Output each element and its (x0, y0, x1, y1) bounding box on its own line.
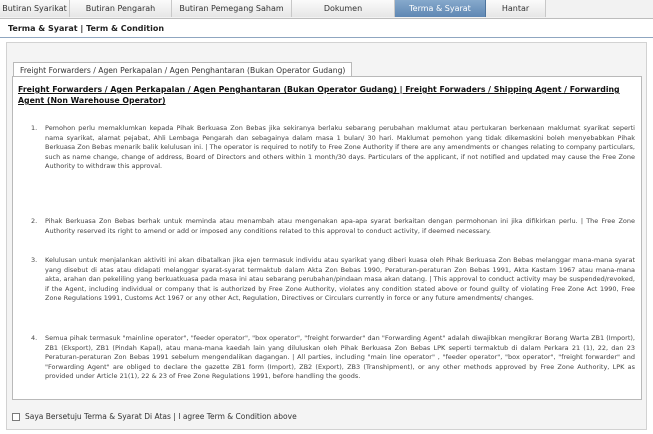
top-navigation (0, 0, 653, 19)
title-divider (0, 37, 653, 38)
term-number: 2. (31, 217, 38, 225)
tab-terma-syarat[interactable]: Terma & Syarat (395, 0, 486, 17)
term-item (31, 217, 635, 236)
tab-butiran-pemegang-saham[interactable]: Butiran Pemegang Saham (172, 0, 292, 17)
subtab-freight-forwarders[interactable]: Freight Forwarders / Agen Perkapalan / Agen Penghantaran (Bukan Operator Gudang) (13, 62, 352, 77)
term-number: 4. (31, 334, 38, 342)
term-number: 3. (31, 256, 38, 264)
tab-hantar[interactable]: Hantar (486, 0, 546, 17)
term-item (31, 256, 635, 304)
agree-label[interactable]: Saya Bersetuju Terma & Syarat Di Atas | I agree Term & Condition above (25, 412, 297, 421)
term-number: 1. (31, 124, 38, 132)
tab-butiran-syarikat[interactable]: Butiran Syarikat (0, 0, 70, 17)
term-text: Kelulusan untuk menjalankan aktiviti ini akan dibatalkan jika ejen termasuk individu atau syarikat yang diberi kuasa oleh Pihak Berkuasa Zon Bebas melanggar mana-mana syarat yang disebut di atas atau didapati melanggar syarat-syarat termaktub dalam Akta Zon Bebas 1990, Peraturan-peraturan Zon Bebas 1991, Akta Kastam 1967 atau mana-mana akta, arahan dan pekeliling yang berkuatkuasa pada masa ini atau sebarang perubahan/pindaan masa akan datang. | This approval to conduct activity may be suspended/revoked, if the Agent, including individual or company that is authorized by Free Zone Authority, violates any condition stated above or found guilty of violating Free Zone Act 1990, Free Zone Regulations 1991, Customs Act 1967 or any other Act, Regulation, Directives or Circulars currently in force or any future amendments/ changes. (45, 256, 635, 303)
term-text: Pemohon perlu memaklumkan kepada Pihak Berkuasa Zon Bebas jika sekiranya berlaku sebarang perubahan maklumat atau pertukaran berkenaan maklumat syarikat seperti nama syarikat, alamat pejabat, Ahli Lembaga Pengarah dan sebagainya dalam masa 1 bulan/ 30 hari. Maklumat pemohon yang tidak dikemaskini boleh menyebabkan Pihak Berkuasa Zon Bebas menarik balik kelulusan ini. | The operator is required to notify to Free Zone Authority if there are any amendments or changes relating to company particulars, such as name change, change of address, Board of Directors and others within 1 month/30 days. Particulars of the applicant, if not notified and updated may cause the Free Zone Authority to withdraw this approval. (45, 124, 635, 171)
term-item (31, 124, 635, 172)
tab-dokumen[interactable]: Dokumen (292, 0, 395, 17)
tab-butiran-pengarah[interactable]: Butiran Pengarah (70, 0, 172, 17)
agree-checkbox[interactable] (12, 413, 20, 421)
page-title: Terma & Syarat | Term & Condition (8, 24, 165, 33)
terms-content (12, 76, 642, 400)
term-item (31, 334, 635, 382)
terms-heading: Freight Forwarders / Agen Perkapalan / Agen Penghantaran (Bukan Operator Gudang) | Freight Forwaders / Shipping Agent / Forwarding Agent (Non Warehouse Operator) (18, 85, 620, 105)
term-text: Semua pihak termasuk "mainline operator", "feeder operator", "box operator", "freight forwarder" dan "Forwarding Agent" adalah diwajibkan mengikrar Borang Warta ZB1 (Import), ZB1 (Eksport), ZB1 (Pindah Kapal), atau mana-mana kaedah lain yang diluluskan oleh Pihak Berkuasa Zon Bebas LPK seperti termaktub di dalam Perkara 21 (1), 22, dan 23 Peraturan-peraturan Zon Bebas 1991 sebelum mengendalikan dagangan. | All parties, including "main line operator" , "feeder operator", "box operator", "freight forwarder" and "Forwarding Agent" are obliged to declare the gazette ZB1 form (Import), ZB2 (Export), ZB3 (Transhipment), or any other methods approved by Free Zone Authority, LPK as provided under Article 21(1), 22 & 23 of Free Zone Regulations 1991, before handling the goods. (45, 334, 635, 381)
term-text: Pihak Berkuasa Zon Bebas berhak untuk meminda atau menambah atau mengenakan apa-apa syarat berkaitan dengan permohonan ini jika difikirkan perlu. | The Free Zone Authority reserved its right to amend or add or imposed any conditions related to this approval to conduct activity, if deemed necessary. (45, 217, 635, 235)
